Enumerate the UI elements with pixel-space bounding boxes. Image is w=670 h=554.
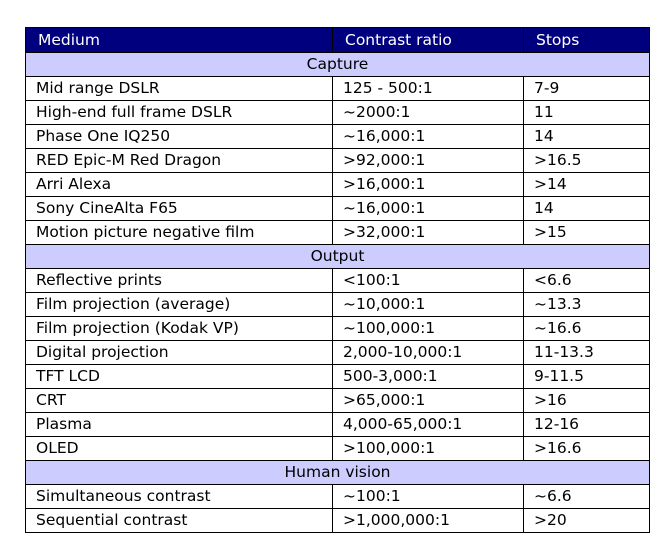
table-row xyxy=(26,389,650,413)
cell-medium: Reflective prints xyxy=(26,269,333,293)
cell-contrast-ratio: ~16,000:1 xyxy=(333,197,524,221)
header-stops: Stops xyxy=(524,28,650,53)
table-row xyxy=(26,101,650,125)
cell-stops: 9-11.5 xyxy=(524,365,650,389)
table-row xyxy=(26,365,650,389)
cell-stops: >14 xyxy=(524,173,650,197)
cell-contrast-ratio: ~16,000:1 xyxy=(333,125,524,149)
cell-stops: 12-16 xyxy=(524,413,650,437)
cell-contrast-ratio: <100:1 xyxy=(333,269,524,293)
table-row xyxy=(26,293,650,317)
cell-medium: TFT LCD xyxy=(26,365,333,389)
cell-contrast-ratio: ~100,000:1 xyxy=(333,317,524,341)
table-row xyxy=(26,413,650,437)
header-medium: Medium xyxy=(26,28,333,53)
cell-stops: >15 xyxy=(524,221,650,245)
cell-medium: Arri Alexa xyxy=(26,173,333,197)
cell-stops: ~16.6 xyxy=(524,317,650,341)
table-row xyxy=(26,221,650,245)
cell-stops: 11-13.3 xyxy=(524,341,650,365)
cell-contrast-ratio: ~10,000:1 xyxy=(333,293,524,317)
table-row xyxy=(26,149,650,173)
table-row xyxy=(26,509,650,533)
cell-medium: OLED xyxy=(26,437,333,461)
cell-stops: 14 xyxy=(524,197,650,221)
cell-medium: RED Epic-M Red Dragon xyxy=(26,149,333,173)
header-contrast-ratio: Contrast ratio xyxy=(333,28,524,53)
cell-medium: Plasma xyxy=(26,413,333,437)
cell-contrast-ratio: >65,000:1 xyxy=(333,389,524,413)
cell-contrast-ratio: >1,000,000:1 xyxy=(333,509,524,533)
section-row xyxy=(26,461,650,485)
cell-medium: Sequential contrast xyxy=(26,509,333,533)
cell-medium: Phase One IQ250 xyxy=(26,125,333,149)
contrast-ratio-table xyxy=(25,27,650,533)
section-title: Output xyxy=(26,245,650,269)
table-header xyxy=(26,28,650,53)
cell-stops: 11 xyxy=(524,101,650,125)
table-row xyxy=(26,77,650,101)
cell-medium: Digital projection xyxy=(26,341,333,365)
cell-contrast-ratio: >100,000:1 xyxy=(333,437,524,461)
section-row xyxy=(26,245,650,269)
cell-stops: >16.5 xyxy=(524,149,650,173)
cell-contrast-ratio: 125 - 500:1 xyxy=(333,77,524,101)
cell-stops: >16 xyxy=(524,389,650,413)
cell-medium: High-end full frame DSLR xyxy=(26,101,333,125)
cell-medium: Sony CineAlta F65 xyxy=(26,197,333,221)
cell-contrast-ratio: 500-3,000:1 xyxy=(333,365,524,389)
table-row xyxy=(26,173,650,197)
cell-contrast-ratio: 4,000-65,000:1 xyxy=(333,413,524,437)
cell-contrast-ratio: >16,000:1 xyxy=(333,173,524,197)
cell-contrast-ratio: ~2000:1 xyxy=(333,101,524,125)
cell-stops: ~13.3 xyxy=(524,293,650,317)
section-title: Capture xyxy=(26,53,650,77)
cell-stops: 14 xyxy=(524,125,650,149)
table-row xyxy=(26,125,650,149)
cell-stops: ~6.6 xyxy=(524,485,650,509)
cell-medium: Mid range DSLR xyxy=(26,77,333,101)
cell-contrast-ratio: >32,000:1 xyxy=(333,221,524,245)
cell-contrast-ratio: 2,000-10,000:1 xyxy=(333,341,524,365)
table-row xyxy=(26,269,650,293)
table-row xyxy=(26,485,650,509)
cell-contrast-ratio: ~100:1 xyxy=(333,485,524,509)
cell-stops: >20 xyxy=(524,509,650,533)
table-row xyxy=(26,341,650,365)
cell-stops: 7-9 xyxy=(524,77,650,101)
cell-stops: <6.6 xyxy=(524,269,650,293)
cell-medium: Simultaneous contrast xyxy=(26,485,333,509)
cell-medium: Film projection (Kodak VP) xyxy=(26,317,333,341)
table-row xyxy=(26,197,650,221)
header-row xyxy=(26,28,650,53)
cell-contrast-ratio: >92,000:1 xyxy=(333,149,524,173)
table-row xyxy=(26,317,650,341)
cell-medium: Film projection (average) xyxy=(26,293,333,317)
cell-medium: CRT xyxy=(26,389,333,413)
cell-medium: Motion picture negative film xyxy=(26,221,333,245)
section-title: Human vision xyxy=(26,461,650,485)
section-row xyxy=(26,53,650,77)
table-row xyxy=(26,437,650,461)
table-body xyxy=(26,53,650,533)
cell-stops: >16.6 xyxy=(524,437,650,461)
